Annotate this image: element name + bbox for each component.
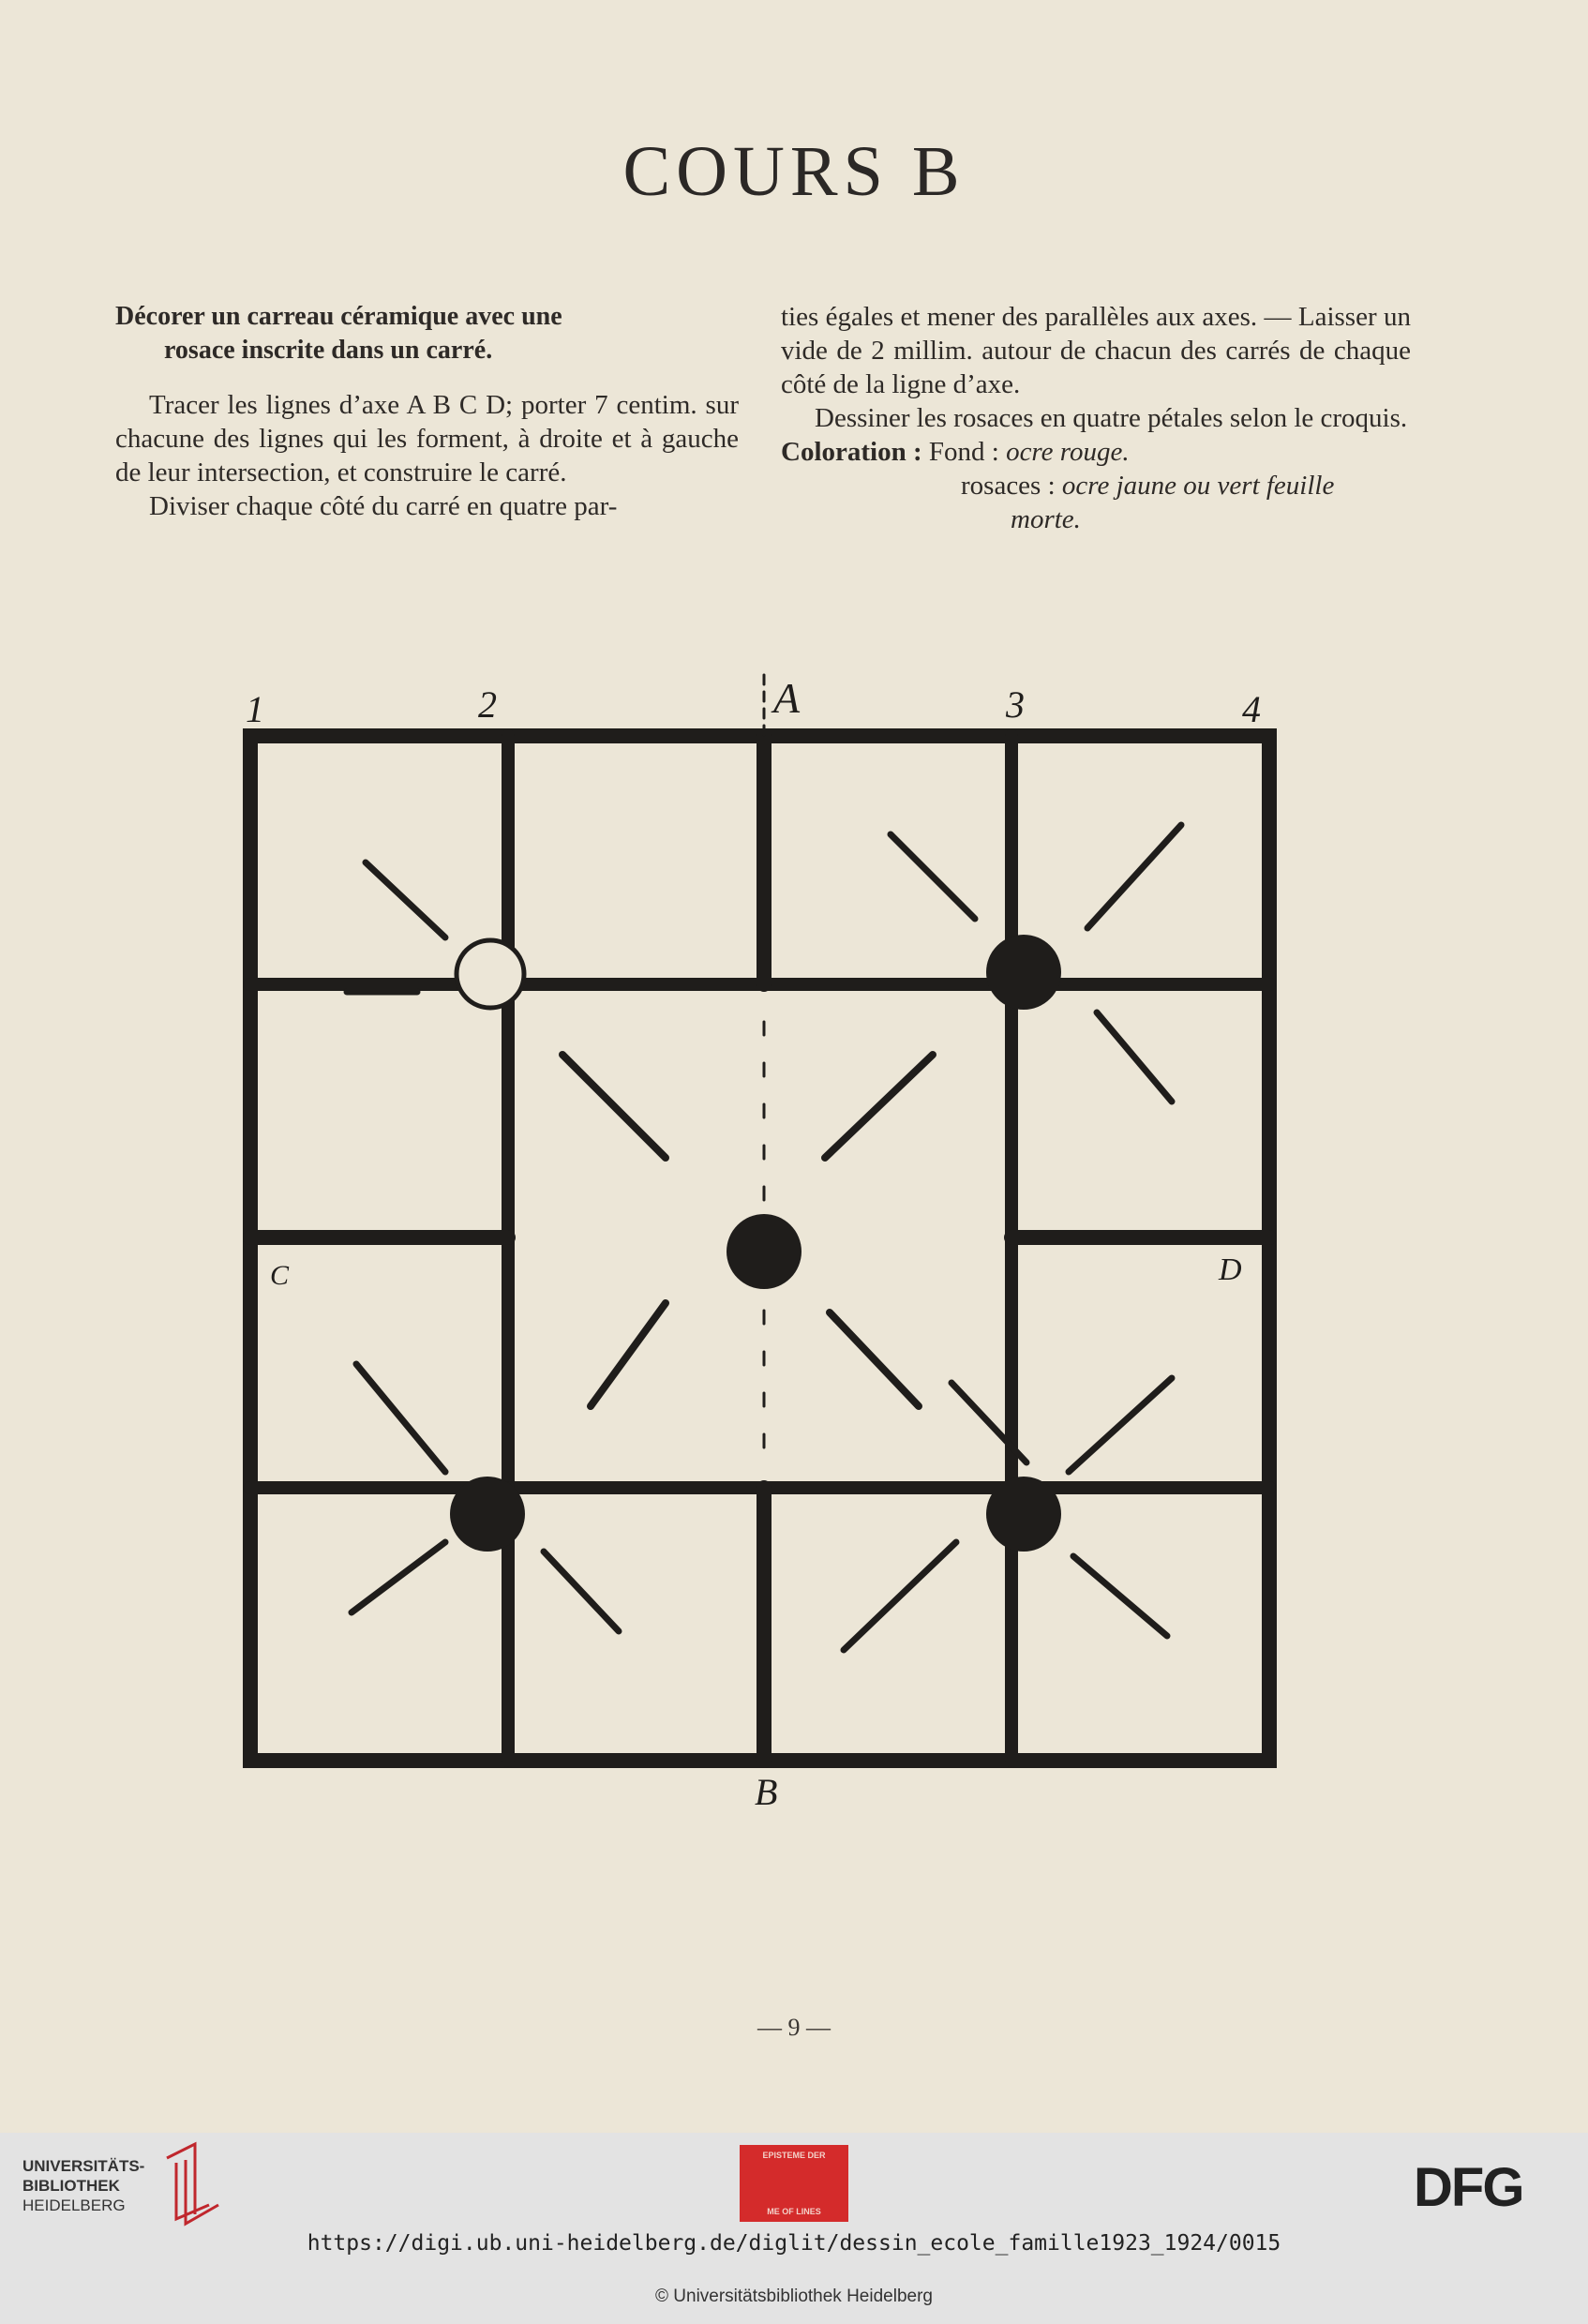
rosace-dot-top-right [986,935,1061,1010]
coloration-label: Coloration : [781,437,922,467]
petal-stroke [1073,1556,1167,1636]
paragraph-axis-lines: Tracer les lignes d’axe A B C D; porter 7 centim. sur chacune des lignes qui les forment, à droite et à gauche de leur intersection, et construire le carré. [115,390,739,487]
paragraph-rosaces: Dessiner les rosaces en quatre pétales selon le croquis. [815,403,1408,433]
paragraph-divide-sides: Diviser chaque côté du carré en quatre par- [149,491,618,521]
petal-stroke [825,1055,933,1158]
section-heading [115,300,739,367]
coloration-block [781,435,1411,536]
page-number: — 9 — [757,2014,831,2041]
rosaces-line [781,469,1411,502]
paragraph-parallels: ties égales et mener des parallèles aux axes. — Laisser un vide de 2 millim. autour de chacun des carrés de chaque côté de la ligne d’axe. [781,302,1411,399]
ub-logo-text [22,2156,144,2215]
rosace-dot-top-left-open [457,940,524,1008]
label-mark-2: 2 [478,683,497,726]
episteme-line-2: ME OF LINES [767,2207,821,2216]
rosaces-value-2: morte. [1011,504,1081,534]
heading-line-1: Décorer un carreau céramique avec une [115,302,562,331]
petal-stroke [366,862,445,937]
petal-stroke [1069,1378,1172,1472]
petal-stroke [544,1552,619,1631]
episteme-logo [740,2145,848,2222]
ub-line-1: UNIVERSITÄTS- [22,2157,145,2175]
rosace-dot-bottom-right [986,1477,1061,1552]
page-title: COURS B [622,132,966,211]
right-column [781,300,1411,536]
fond-value: ocre rouge. [1006,437,1130,467]
petal-stroke [352,1542,445,1612]
label-axis-d: D [1219,1252,1242,1287]
label-axis-b: B [755,1771,778,1813]
ub-logo-icon [157,2139,223,2228]
ub-line-2: BIBLIOTHEK [22,2177,120,2195]
petal-stroke [1087,825,1181,928]
source-url[interactable]: https://digi.ub.uni-heidelberg.de/diglit/dessin_ecole_famille1923_1924/0015 [307,2231,1281,2256]
ub-line-3: HEIDELBERG [22,2197,126,2214]
fond-label: Fond : [928,437,999,467]
label-mark-3: 3 [1006,683,1025,726]
label-axis-c: C [270,1260,290,1291]
petal-stroke [591,1303,666,1406]
label-corner-1: 1 [246,688,264,730]
rosaces-label: rosaces : [961,471,1056,501]
petal-stroke [562,1055,666,1158]
label-axis-a: A [773,674,801,722]
dfg-logo: DFG [1414,2157,1523,2218]
petal-stroke [830,1312,919,1406]
copyright-notice: © Universitätsbibliothek Heidelberg [655,2287,933,2306]
petal-stroke [891,834,975,919]
rosace-dot-bottom-left [450,1477,525,1552]
rosaces-value-1: ocre jaune ou vert feuille [1061,471,1335,501]
petal-stroke [356,1364,445,1472]
heading-line-2: rosace inscrite dans un carré. [164,336,493,365]
rosace-center-dot [727,1214,801,1289]
petal-stroke [844,1542,956,1650]
tile-rosace-figure [225,666,1303,1819]
petal-stroke [1097,1012,1172,1102]
label-corner-4: 4 [1242,688,1261,730]
left-column [115,300,739,523]
episteme-line-1: EPISTEME DER [762,2151,826,2160]
